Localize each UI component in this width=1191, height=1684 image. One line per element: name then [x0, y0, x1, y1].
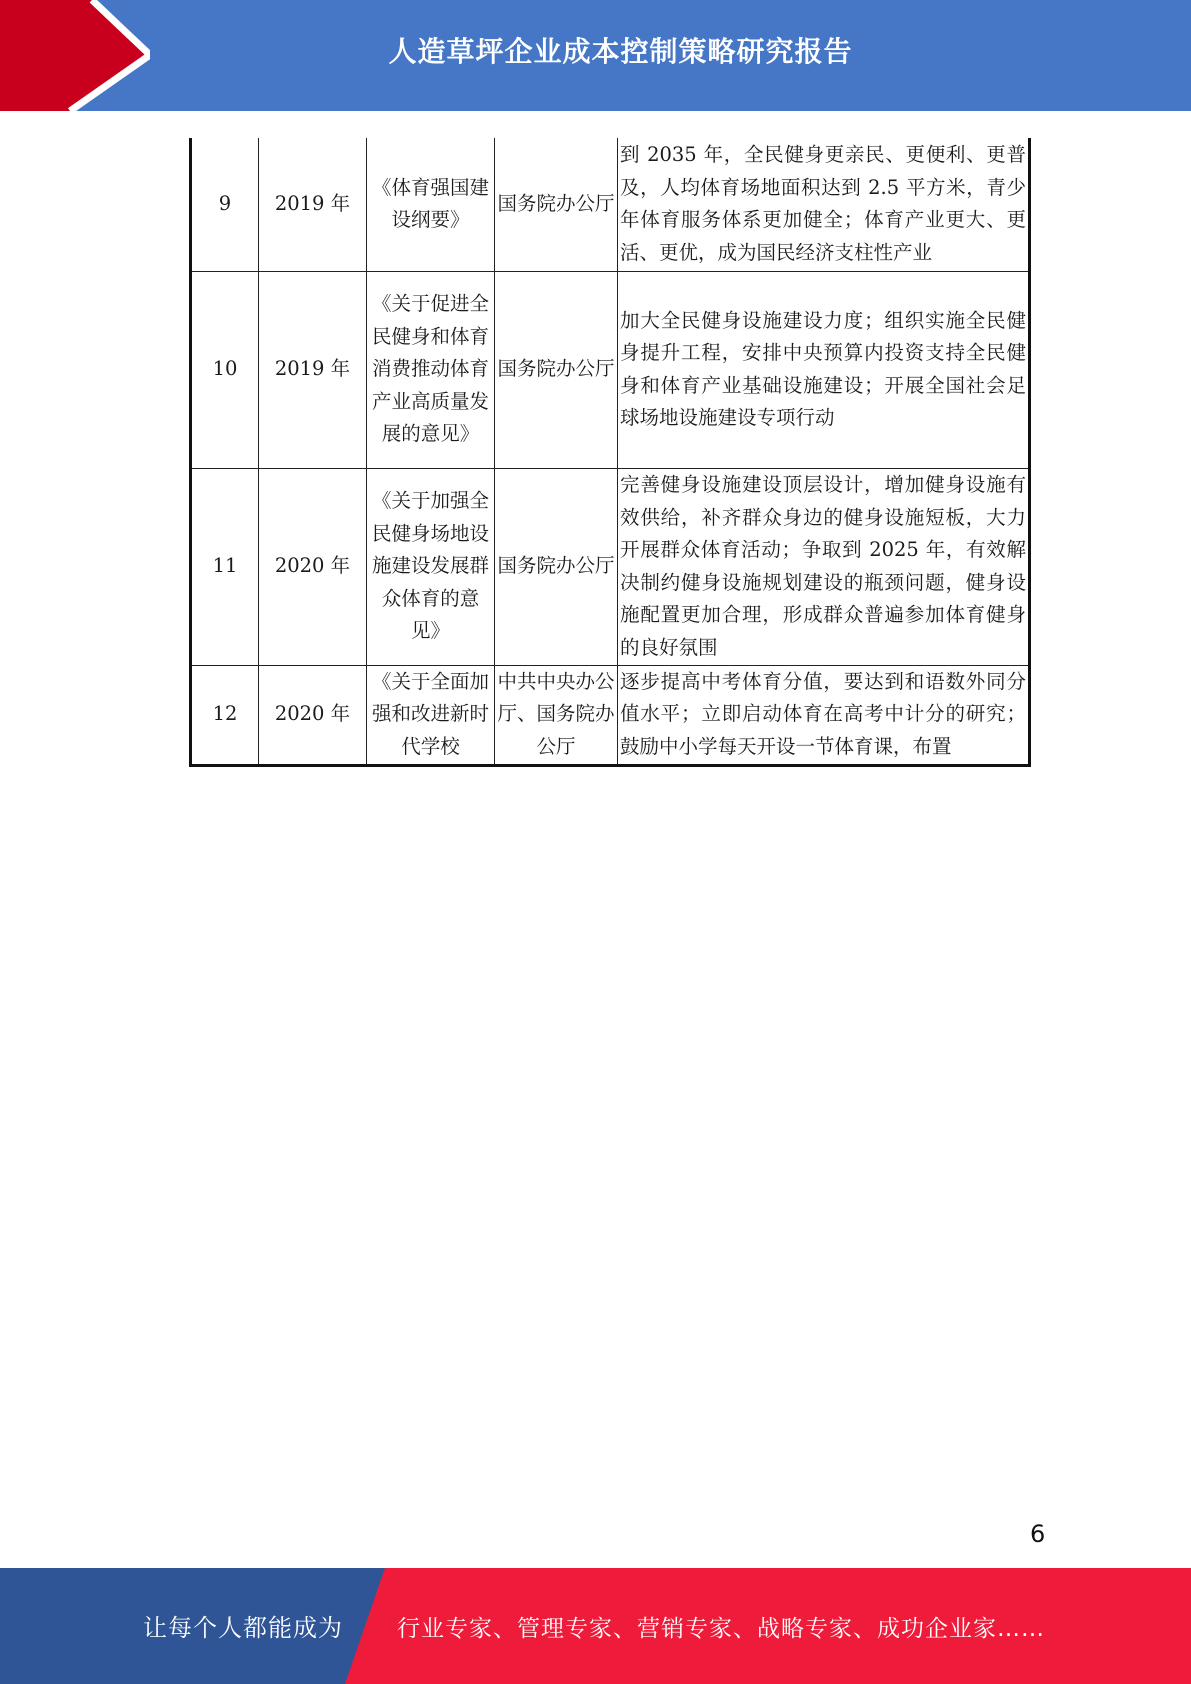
row-year: 2019 年 [259, 138, 367, 271]
issuing-department: 国务院办公厅 [495, 138, 618, 271]
table-row [191, 271, 1030, 468]
row-year: 2020 年 [259, 665, 367, 765]
issuing-department: 中共中央办公厅、国务院办公厅 [495, 665, 618, 765]
policy-name: 《关于全面加强和改进新时代学校 [367, 665, 495, 765]
table-row [191, 665, 1030, 765]
policy-name: 《关于促进全民健身和体育消费推动体育产业高质量发展的意见》 [367, 271, 495, 468]
policy-name: 《关于加强全民健身场地设施建设发展群众体育的意见》 [367, 468, 495, 665]
policy-content: 到 2035 年，全民健身更亲民、更便利、更普及，人均体育场地面积达到 2.5 平方米，青少年体育服务体系更加健全；体育产业更大、更活、更优，成为国民经济支柱性产业 [618, 138, 1030, 271]
table-row [191, 138, 1030, 271]
page-number: 6 [1030, 1520, 1046, 1548]
row-number: 9 [191, 138, 259, 271]
row-number: 12 [191, 665, 259, 765]
policy-name: 《体育强国建设纲要》 [367, 138, 495, 271]
row-number: 11 [191, 468, 259, 665]
footer-slogan-right: 行业专家、管理专家、营销专家、战略专家、成功企业家…… [397, 1616, 1045, 1642]
row-year: 2020 年 [259, 468, 367, 665]
footer-bar [0, 1568, 1191, 1684]
policy-content: 逐步提高中考体育分值，要达到和语数外同分值水平；立即启动体育在高考中计分的研究；鼓励中小学每天开设一节体育课，布置 [618, 665, 1030, 765]
header-bar [0, 0, 1191, 111]
policy-table-container [189, 138, 1028, 767]
table-row [191, 468, 1030, 665]
issuing-department: 国务院办公厅 [495, 468, 618, 665]
report-title: 人造草坪企业成本控制策略研究报告 [388, 35, 853, 68]
footer-slogan-left: 让每个人都能成为 [143, 1614, 343, 1642]
policy-content: 加大全民健身设施建设力度；组织实施全民健身提升工程，安排中央预算内投资支持全民健身和体育产业基础设施建设；开展全国社会足球场地设施建设专项行动 [618, 271, 1030, 468]
issuing-department: 国务院办公厅 [495, 271, 618, 468]
policy-content: 完善健身设施建设顶层设计，增加健身设施有效供给，补齐群众身边的健身设施短板，大力开展群众体育活动；争取到 2025 年，有效解决制约健身设施规划建设的瓶颈问题，健身设施配置更加合理，形成群众普遍参加体育健身的良好氛围 [618, 468, 1030, 665]
row-year: 2019 年 [259, 271, 367, 468]
row-number: 10 [191, 271, 259, 468]
policy-table [189, 138, 1031, 767]
